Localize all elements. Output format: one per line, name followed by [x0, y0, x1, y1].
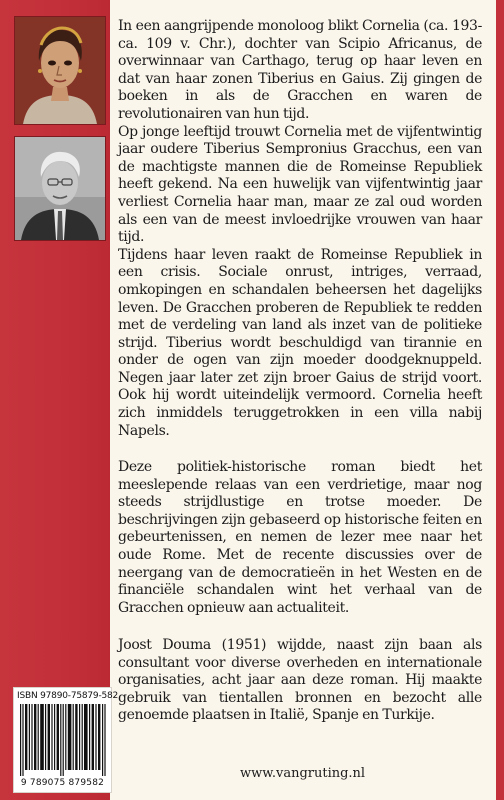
barcode-number: 9 789075 879582 [20, 778, 105, 788]
novel-description [118, 459, 482, 617]
author-photo [14, 136, 106, 241]
paragraph-novel: Deze politiek-historische roman biedt het meeslepende relaas van een verdrietige, maar nog steeds strijdlustige en trotse moeder. De beschrijvingen zijn gebaseerd op historische feiten en gebeurtenissen, en nemen de lezer mee naar het oude Rome. Met de recente discussies over de neergang van de democratieën in het Westen en de financiële schandalen wint het verhaal van de Gracchen opnieuw aan actualiteit. [118, 459, 482, 616]
paragraph-author: Joost Douma (1951) wijdde, naast zijn baan als consultant voor diverse overheden en internationale organisaties, acht jaar aan deze roman. Hij maakte gebruik van tientallen bronnen en bezocht alle genoemde plaatsen in Italië, Spanje en Turkije. [118, 637, 482, 724]
paragraph-crisis: Tijdens haar leven raakt de Romeinse Republiek in een crisis. Sociale onrust, intriges, verraad, omkopingen en schandalen beheersen het dagelijks leven. De Gracchen proberen de Republiek te redden met de verdeling van land als inzet van de politieke strijd. Tiberius wordt beschuldigd van tirannie en onder de ogen van zijn moeder doodgeknuppeld. Negen jaar later zet zijn broer Gaius de strijd voort. Ook hij wordt uiteindelijk vermoord. Cornelia heeft zich inmiddels teruggetrokken in een villa nabij Napels. [118, 246, 482, 439]
barcode-icon [18, 704, 107, 776]
author-bio [118, 637, 482, 725]
publisher-website: www.vangruting.nl [240, 766, 366, 781]
cornelia-fresco-portrait [14, 16, 106, 125]
isbn-label: ISBN 97890-75879-582 [17, 691, 119, 701]
synopsis-block [118, 18, 482, 440]
red-right-edge [496, 0, 504, 800]
paragraph-marriage: Op jonge leeftijd trouwt Cornelia met de vijfentwintig jaar oudere Tiberius Sempronius Gracchus, een van de machtigste mannen die de Romeinse Republiek heeft gekend. Na een huwelijk van vijfentwintig jaar verliest Cornelia haar man, maar ze zal oud worden als een van de meest invloedrijke vrouwen van haar tijd. [118, 123, 482, 246]
isbn-barcode [13, 687, 119, 793]
paragraph-intro: In een aangrijpende monoloog blikt Cornelia (ca. 193-ca. 109 v. Chr.), dochter van Scipio Africanus, de overwinnaar van Carthago, terug op haar leven en dat van haar zonen Tiberius en Gaius. Zij gingen de boeken in als de Gracchen en waren de revolutionairen van hun tijd. [118, 18, 482, 122]
